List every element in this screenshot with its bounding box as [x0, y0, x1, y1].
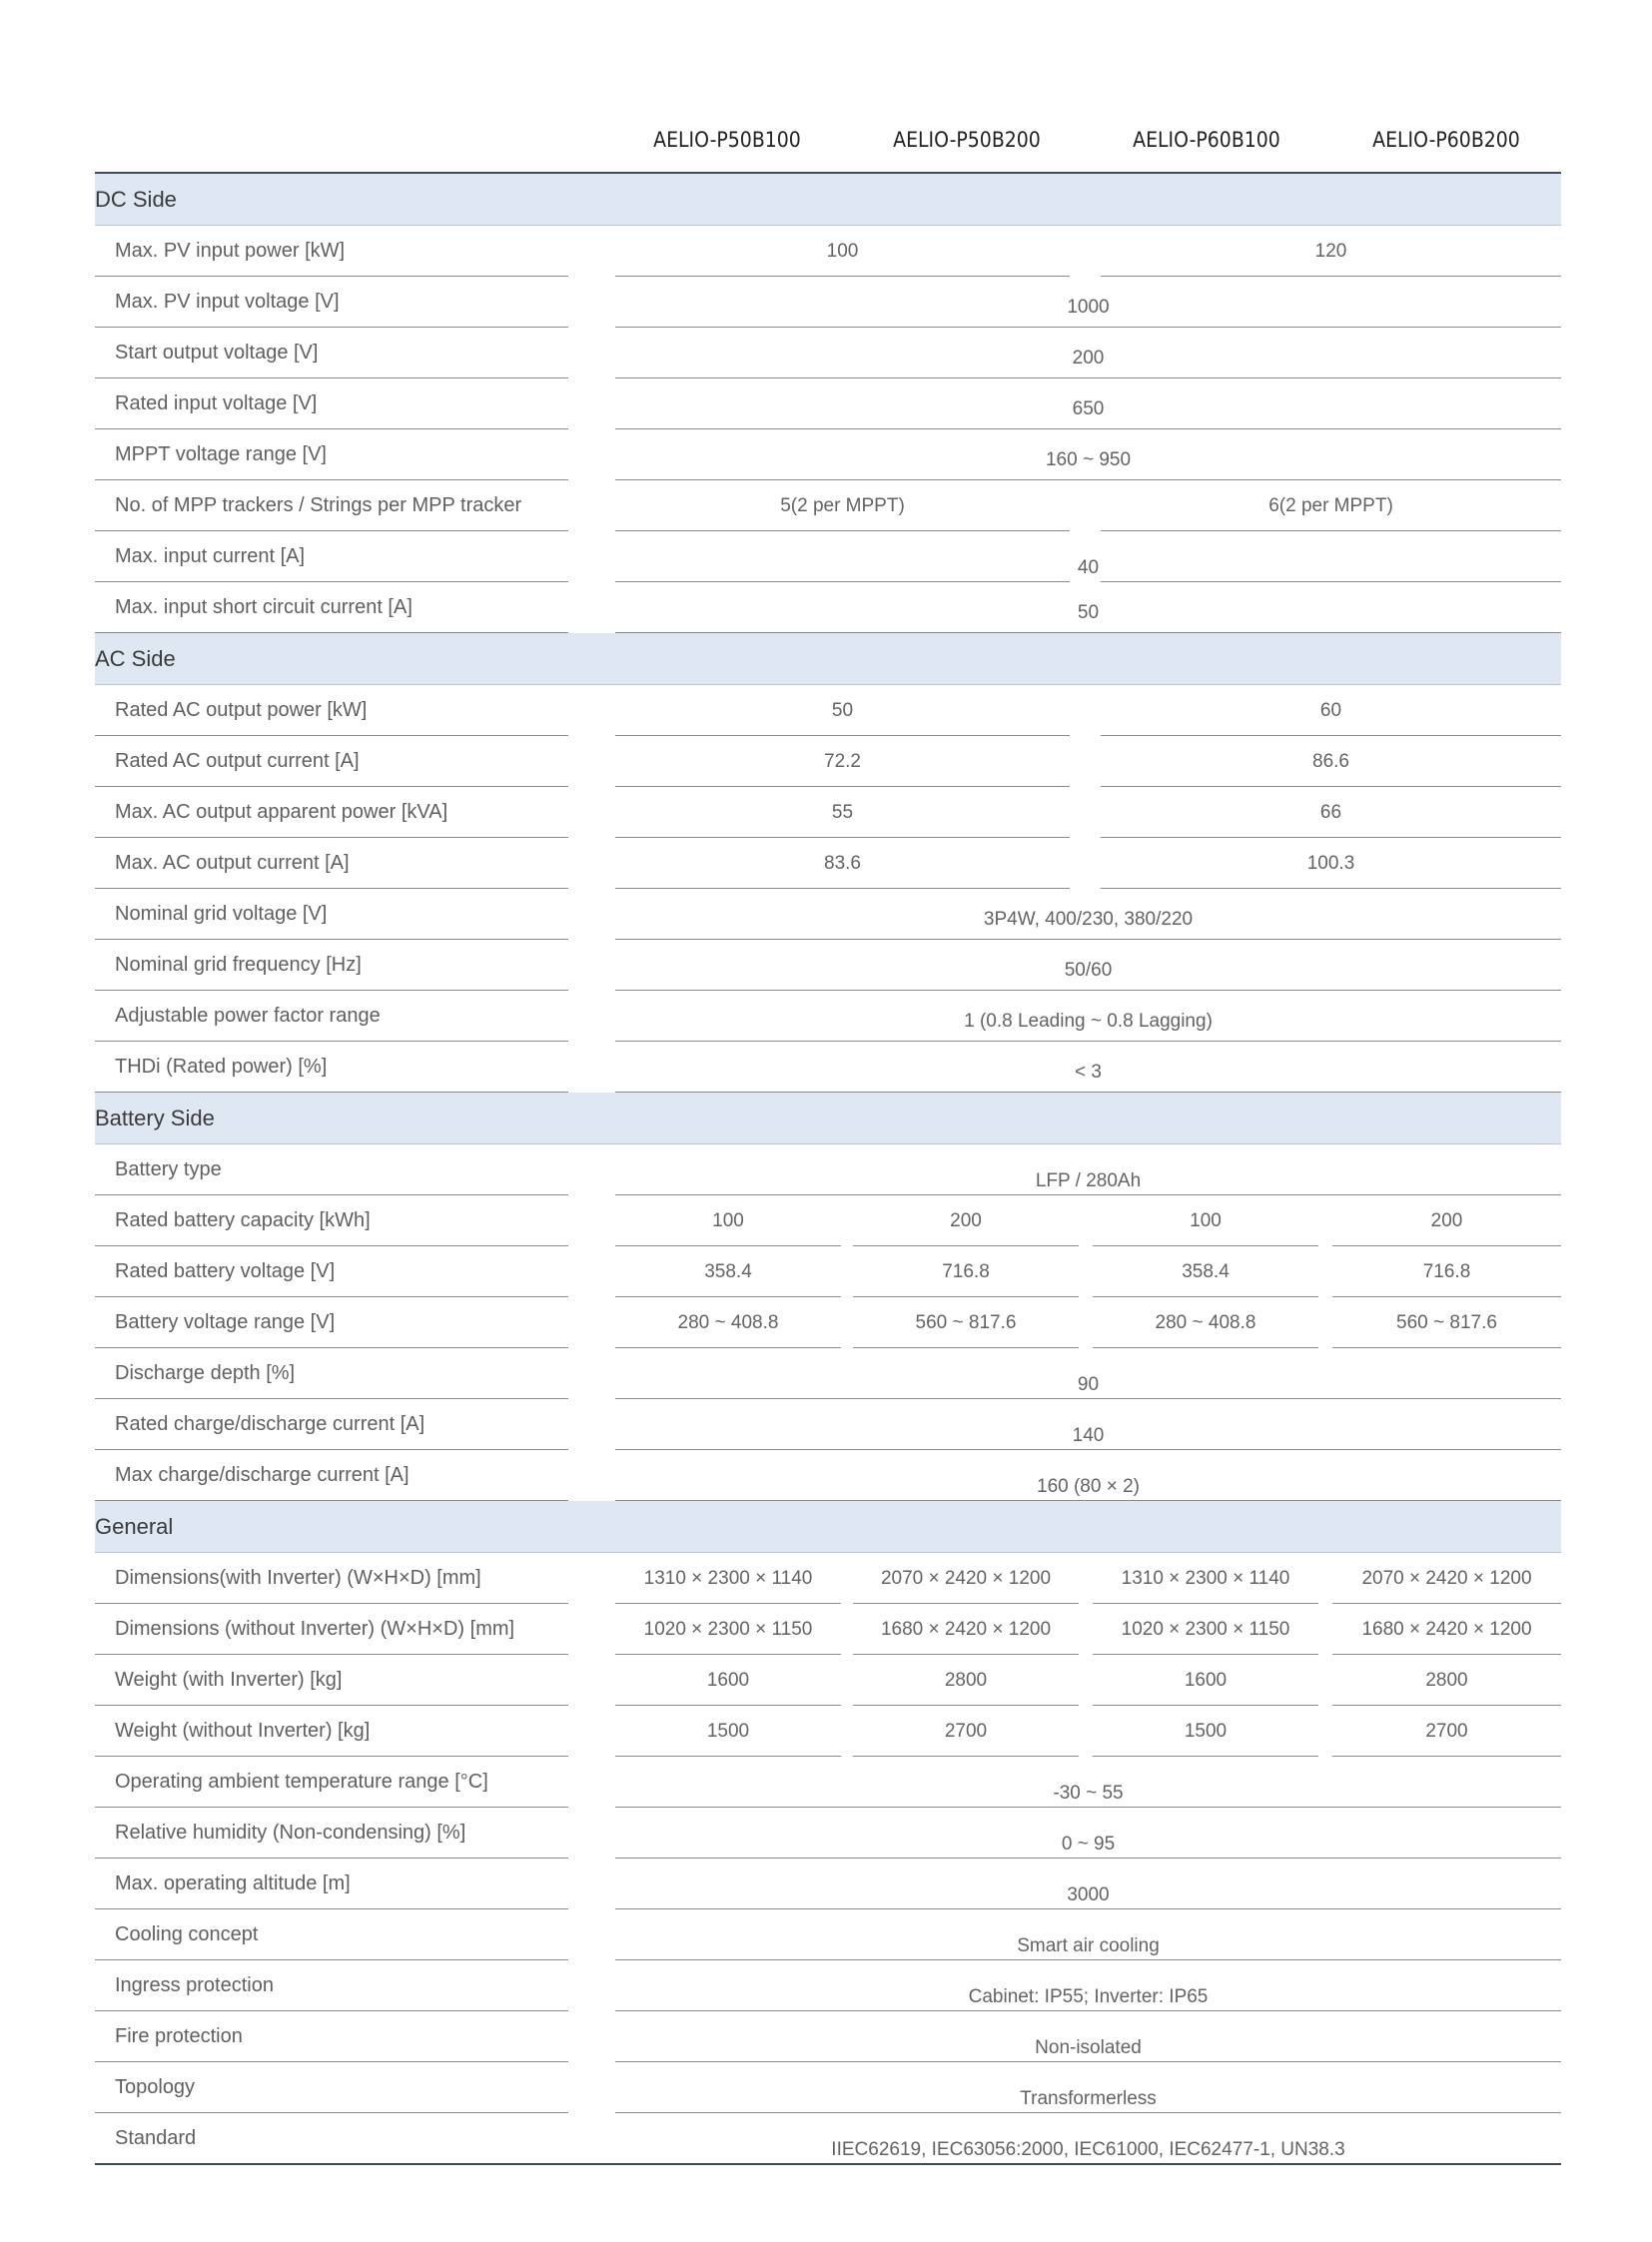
- spec-value-text: Non-isolated: [1035, 2037, 1142, 2058]
- spec-label-cell: [95, 787, 568, 838]
- spec-value-text: 358.4: [704, 1261, 752, 1282]
- spec-label-cell: [95, 378, 568, 429]
- spec-value-text: 40: [1077, 557, 1100, 578]
- spec-row: [95, 1399, 1561, 1450]
- spec-value: [615, 1757, 1561, 1808]
- spec-label-cell: [95, 1297, 568, 1348]
- spec-value-text: 1680 × 2420 × 1200: [880, 1619, 1052, 1640]
- spec-value: [615, 787, 1070, 838]
- spec-row: [95, 277, 1561, 328]
- spec-value-text: 280 ~ 408.8: [1155, 1312, 1256, 1333]
- spec-label-cell: [95, 889, 568, 940]
- model-header: AELIO-P50B200: [893, 128, 1041, 152]
- spec-row: [95, 2113, 1561, 2164]
- spec-label-cell: [95, 1808, 568, 1859]
- spec-value: [615, 582, 1561, 633]
- spec-label: No. of MPP trackers / Strings per MPP tracker: [115, 494, 522, 516]
- spec-label: Start output voltage [V]: [115, 342, 319, 364]
- spec-value: [615, 2011, 1561, 2062]
- spec-label-cell: [95, 1859, 568, 1909]
- spec-label-cell: [95, 1604, 568, 1655]
- spec-value: [615, 2113, 1561, 2163]
- spec-label-cell: [95, 277, 568, 328]
- spec-row: [95, 429, 1561, 480]
- spec-value: [615, 1195, 841, 1246]
- spec-value: [1332, 1706, 1561, 1757]
- spec-label: Max. PV input voltage [V]: [115, 291, 340, 313]
- spec-value: [615, 429, 1561, 480]
- spec-label-cell: [95, 1757, 568, 1808]
- spec-value: [1093, 1195, 1318, 1246]
- spec-value: [615, 685, 1070, 736]
- model-header: AELIO-P50B100: [653, 128, 801, 152]
- model-header-row: [95, 118, 1561, 174]
- spec-label-cell: [95, 1348, 568, 1399]
- spec-label: Fire protection: [115, 2025, 243, 2047]
- spec-value: [1101, 838, 1561, 889]
- spec-label-cell: [95, 582, 568, 633]
- spec-label-cell: [95, 685, 568, 736]
- spec-value: [1332, 1195, 1561, 1246]
- spec-value-text: 1600: [1184, 1670, 1228, 1691]
- spec-value: [1093, 1706, 1318, 1757]
- spec-value: [615, 277, 1561, 328]
- spec-label: THDi (Rated power) [%]: [115, 1056, 328, 1078]
- spec-value: [1093, 1297, 1318, 1348]
- spec-value: [1332, 1297, 1561, 1348]
- spec-value-text: Cabinet: IP55; Inverter: IP65: [968, 1986, 1209, 2007]
- spec-label: Max. PV input power [kW]: [115, 240, 346, 262]
- spec-value: [853, 1195, 1079, 1246]
- spec-value: [615, 2062, 1561, 2113]
- spec-value: [615, 1604, 841, 1655]
- spec-label-cell: [95, 2011, 568, 2062]
- spec-row: [95, 991, 1561, 1042]
- spec-label-cell: [95, 736, 568, 787]
- spec-value-text: 1500: [706, 1721, 750, 1742]
- spec-label-cell: [95, 531, 568, 582]
- spec-label: Max. AC output current [A]: [115, 852, 350, 874]
- spec-value: [615, 1859, 1561, 1909]
- spec-value-text: LFP / 280Ah: [1035, 1170, 1142, 1191]
- spec-row: [95, 1450, 1561, 1501]
- spec-row: [95, 1144, 1561, 1195]
- spec-value-text: 50/60: [1064, 960, 1113, 981]
- spec-row: [95, 1655, 1561, 1706]
- spec-label-cell: [95, 2062, 568, 2113]
- spec-row: [95, 1297, 1561, 1348]
- spec-value-text: IIEC62619, IEC63056:2000, IEC61000, IEC62477-1, UN38.3: [831, 2139, 1345, 2160]
- spec-label-cell: [95, 838, 568, 889]
- spec-value-text: 55: [831, 802, 854, 823]
- spec-value-text: 86.6: [1312, 751, 1349, 772]
- spec-value-text: 90: [1077, 1374, 1100, 1395]
- spec-value-text: 2070 × 2420 × 1200: [1361, 1568, 1532, 1589]
- spec-value-text: 3000: [1067, 1884, 1110, 1905]
- spec-row: [95, 328, 1561, 378]
- spec-value-text: 560 ~ 817.6: [1396, 1312, 1497, 1333]
- spec-row: [95, 582, 1561, 633]
- section-header: Battery Side: [95, 1093, 1561, 1144]
- spec-value-text: 1000: [1067, 297, 1110, 318]
- spec-value-text: 1500: [1184, 1721, 1228, 1742]
- spec-row: [95, 2011, 1561, 2062]
- spec-value: [1093, 1655, 1318, 1706]
- spec-value: [853, 1553, 1079, 1604]
- spec-value-text: 2800: [944, 1670, 988, 1691]
- spec-label-cell: [95, 1960, 568, 2011]
- spec-value: [615, 1655, 841, 1706]
- section-header: DC Side: [95, 174, 1561, 226]
- spec-value: [615, 1297, 841, 1348]
- spec-label-cell: [95, 1042, 568, 1093]
- spec-value: [615, 328, 1561, 378]
- spec-label-cell: [95, 480, 568, 531]
- spec-value: [615, 1960, 1561, 2011]
- spec-label: MPPT voltage range [V]: [115, 443, 327, 465]
- spec-value-text: 1310 × 2300 × 1140: [643, 1568, 813, 1589]
- model-header: AELIO-P60B100: [1133, 128, 1280, 152]
- spec-table-body: [95, 174, 1561, 2164]
- spec-label-cell: [95, 1450, 568, 1501]
- spec-value-text: 1600: [706, 1670, 750, 1691]
- spec-value-text: 1310 × 2300 × 1140: [1121, 1568, 1290, 1589]
- spec-row: [95, 838, 1561, 889]
- spec-value-text: 1020 × 2300 × 1150: [643, 1619, 813, 1640]
- spec-label: Ingress protection: [115, 1974, 274, 1996]
- spec-value: [615, 1246, 841, 1297]
- spec-label: Cooling concept: [115, 1923, 259, 1945]
- spec-value-text: 5(2 per MPPT): [780, 495, 905, 516]
- spec-label: Max. input short circuit current [A]: [115, 596, 413, 618]
- spec-value-text: 2700: [1425, 1721, 1468, 1742]
- spec-label: Standard: [115, 2127, 197, 2149]
- spec-value: [1332, 1655, 1561, 1706]
- spec-value-text: < 3: [1075, 1062, 1102, 1083]
- spec-value-text: 66: [1319, 802, 1342, 823]
- spec-value: [615, 480, 1070, 531]
- spec-value: [1093, 1246, 1318, 1297]
- spec-row: [95, 1348, 1561, 1399]
- spec-value-text: 358.4: [1182, 1261, 1230, 1282]
- spec-value: [1101, 226, 1561, 277]
- section-header: AC Side: [95, 633, 1561, 685]
- spec-value-text: 650: [1072, 398, 1105, 419]
- spec-label: Rated charge/discharge current [A]: [115, 1413, 425, 1435]
- spec-value: [615, 1706, 841, 1757]
- spec-value-text: Smart air cooling: [1017, 1935, 1160, 1956]
- spec-row: [95, 1604, 1561, 1655]
- spec-value: [615, 1042, 1561, 1093]
- spec-row: [95, 940, 1561, 991]
- spec-value: [615, 1553, 841, 1604]
- spec-value-text: 120: [1314, 241, 1347, 262]
- spec-value-text: 200: [950, 1210, 982, 1231]
- spec-label-cell: [95, 1144, 568, 1195]
- spec-label: Adjustable power factor range: [115, 1005, 381, 1027]
- spec-value: [1101, 480, 1561, 531]
- spec-row: [95, 1859, 1561, 1909]
- spec-label-cell: [95, 226, 568, 277]
- spec-row: [95, 1553, 1561, 1604]
- spec-label: Weight (with Inverter) [kg]: [115, 1669, 343, 1691]
- spec-label: Rated battery capacity [kWh]: [115, 1209, 371, 1231]
- spec-value-text: 1 (0.8 Leading ~ 0.8 Lagging): [964, 1011, 1213, 1032]
- spec-label: Discharge depth [%]: [115, 1362, 296, 1384]
- spec-label-cell: [95, 940, 568, 991]
- spec-label-cell: [95, 1909, 568, 1960]
- spec-value-text: 6(2 per MPPT): [1268, 495, 1393, 516]
- spec-row: [95, 1706, 1561, 1757]
- spec-value: [1101, 787, 1561, 838]
- spec-label: Nominal grid voltage [V]: [115, 903, 328, 925]
- spec-row: [95, 226, 1561, 277]
- spec-label: Rated AC output current [A]: [115, 750, 360, 772]
- spec-value: [615, 1399, 1561, 1450]
- spec-value-text: 140: [1072, 1425, 1105, 1446]
- spec-value-text: 716.8: [942, 1261, 990, 1282]
- spec-value: [1101, 736, 1561, 787]
- model-header: AELIO-P60B200: [1372, 128, 1520, 152]
- spec-label: Rated AC output power [kW]: [115, 699, 368, 721]
- spec-row: [95, 787, 1561, 838]
- spec-label-cell: [95, 2113, 568, 2163]
- spec-value: [1093, 1604, 1318, 1655]
- spec-label-cell: [95, 429, 568, 480]
- spec-label-cell: [95, 1399, 568, 1450]
- spec-value: [1332, 1246, 1561, 1297]
- spec-value-text: 2800: [1425, 1670, 1468, 1691]
- spec-value: [615, 1348, 1561, 1399]
- spec-row: [95, 378, 1561, 429]
- spec-label: Battery voltage range [V]: [115, 1311, 336, 1333]
- section-header: General: [95, 1501, 1561, 1553]
- spec-value-text: 50: [1077, 602, 1100, 623]
- spec-value: [853, 1246, 1079, 1297]
- spec-value: [615, 940, 1561, 991]
- spec-label: Rated input voltage [V]: [115, 392, 318, 414]
- spec-value-text: 1680 × 2420 × 1200: [1361, 1619, 1532, 1640]
- spec-value: [615, 531, 1561, 581]
- spec-label: Dimensions(with Inverter) (W×H×D) [mm]: [115, 1567, 481, 1589]
- spec-row: [95, 1246, 1561, 1297]
- spec-value-text: 716.8: [1422, 1261, 1471, 1282]
- spec-label: Max. AC output apparent power [kVA]: [115, 801, 448, 823]
- spec-value-text: 100: [826, 241, 859, 262]
- spec-label: Rated battery voltage [V]: [115, 1260, 336, 1282]
- spec-value: [615, 378, 1561, 429]
- spec-value-text: 100: [712, 1210, 744, 1231]
- spec-row: [95, 2062, 1561, 2113]
- spec-value: [615, 1808, 1561, 1859]
- spec-label: Nominal grid frequency [Hz]: [115, 954, 362, 976]
- spec-value: [615, 889, 1561, 940]
- spec-value-text: -30 ~ 55: [1053, 1783, 1124, 1804]
- spec-value: [853, 1604, 1079, 1655]
- spec-row: [95, 1195, 1561, 1246]
- spec-label-cell: [95, 328, 568, 378]
- spec-label: Dimensions (without Inverter) (W×H×D) [mm]: [115, 1618, 515, 1640]
- spec-label: Operating ambient temperature range [°C]: [115, 1771, 488, 1793]
- spec-value-text: 2070 × 2420 × 1200: [880, 1568, 1052, 1589]
- spec-value: [615, 838, 1070, 889]
- spec-row: [95, 889, 1561, 940]
- spec-label: Max. operating altitude [m]: [115, 1872, 351, 1894]
- spec-label: Weight (without Inverter) [kg]: [115, 1720, 371, 1742]
- spec-row: [95, 1808, 1561, 1859]
- spec-value-text: 2700: [944, 1721, 988, 1742]
- spec-value-text: Transformerless: [1020, 2088, 1157, 2109]
- spec-value: [1332, 1604, 1561, 1655]
- spec-sheet: [95, 118, 1561, 2165]
- spec-value-text: 72.2: [824, 751, 861, 772]
- spec-row: [95, 480, 1561, 531]
- spec-label-cell: [95, 1195, 568, 1246]
- spec-value-text: 60: [1319, 700, 1342, 721]
- spec-value-text: 560 ~ 817.6: [915, 1312, 1017, 1333]
- spec-value-text: 100.3: [1306, 853, 1355, 874]
- spec-value-text: 200: [1072, 348, 1105, 369]
- spec-label-cell: [95, 1553, 568, 1604]
- spec-value-text: 100: [1190, 1210, 1222, 1231]
- spec-value-text: 3P4W, 400/230, 380/220: [983, 909, 1194, 930]
- spec-label-cell: [95, 991, 568, 1042]
- spec-label-cell: [95, 1706, 568, 1757]
- spec-value-text: 0 ~ 95: [1061, 1834, 1116, 1855]
- spec-label: Battery type: [115, 1158, 222, 1180]
- spec-row: [95, 1909, 1561, 1960]
- spec-value: [615, 226, 1070, 277]
- spec-value-text: 83.6: [824, 853, 861, 874]
- spec-value-text: 1020 × 2300 × 1150: [1121, 1619, 1290, 1640]
- spec-row: [95, 1960, 1561, 2011]
- spec-value: [615, 736, 1070, 787]
- spec-value: [1093, 1553, 1318, 1604]
- spec-value-text: 160 ~ 950: [1045, 449, 1132, 470]
- spec-row: [95, 1042, 1561, 1093]
- spec-value-text: 200: [1430, 1210, 1463, 1231]
- spec-value-text: 280 ~ 408.8: [677, 1312, 779, 1333]
- spec-label-cell: [95, 1246, 568, 1297]
- spec-row: [95, 1757, 1561, 1808]
- spec-value: [853, 1706, 1079, 1757]
- spec-value: [615, 1144, 1561, 1195]
- spec-value: [615, 1450, 1561, 1501]
- spec-value-text: 50: [831, 700, 854, 721]
- spec-label-cell: [95, 1655, 568, 1706]
- spec-value: [853, 1297, 1079, 1348]
- spec-value: [853, 1655, 1079, 1706]
- spec-label: Max charge/discharge current [A]: [115, 1464, 410, 1486]
- spec-label: Max. input current [A]: [115, 545, 306, 567]
- spec-value: [615, 1909, 1561, 1960]
- spec-value-text: 160 (80 × 2): [1037, 1476, 1140, 1497]
- spec-label: Topology: [115, 2076, 196, 2098]
- spec-value: [615, 991, 1561, 1042]
- spec-label: Relative humidity (Non-condensing) [%]: [115, 1822, 466, 1844]
- spec-value: [1101, 685, 1561, 736]
- spec-row: [95, 736, 1561, 787]
- spec-row: [95, 531, 1561, 582]
- spec-row: [95, 685, 1561, 736]
- spec-value: [1332, 1553, 1561, 1604]
